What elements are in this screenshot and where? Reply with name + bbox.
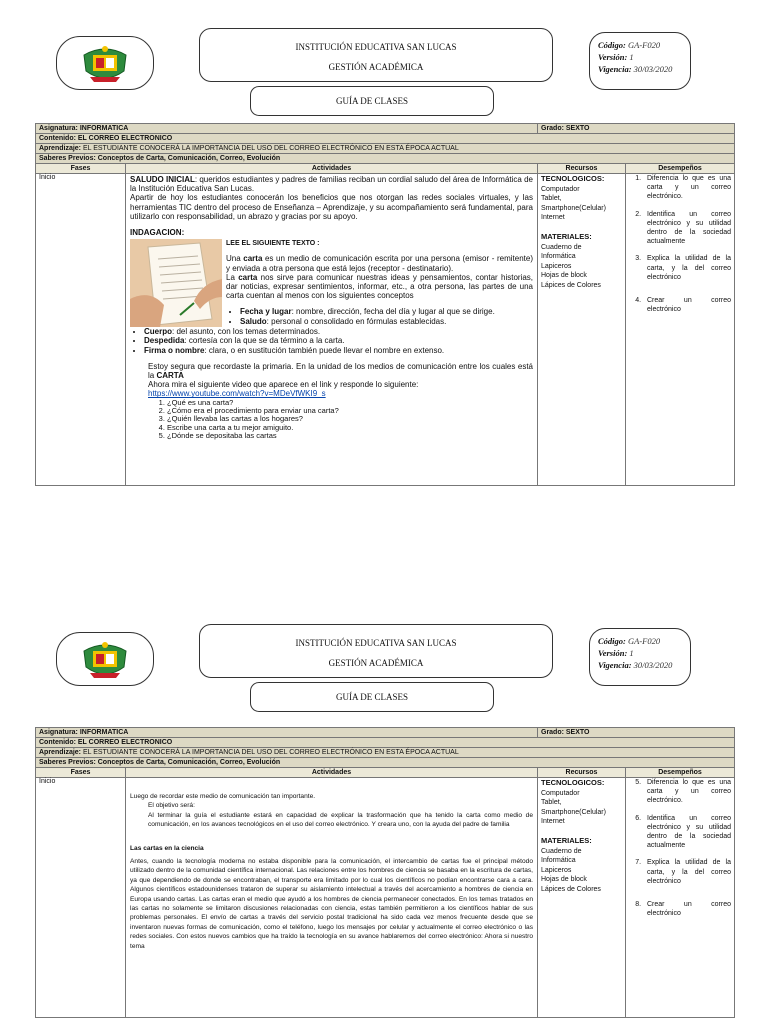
performance-item: 5. Diferencia lo que es una carta y un correo electrónico. [643,778,731,806]
version-label: Versión: [598,52,628,62]
science-title: Las cartas en la ciencia [130,844,204,852]
subject-cell: Asignatura: INFORMATICA [36,728,538,738]
code-value: GA-F020 [628,40,661,50]
phase-cell: Inicio [36,174,126,486]
indagacion-title: INDAGACION [130,228,182,238]
school-logo [56,632,154,686]
prior-knowledge-cell: Saberes Previos: Conceptos de Carta, Comunicación, Correo, Evolución [36,758,735,768]
science-text: Antes, cuando la tecnología moderna no estaba disponible para la comunicación, el intercambio de cartas fue el principal método utilizado dentro de la comunidad científica internacional. Las relaciones entre los hombres de ciencia se basaba en la escritura de cartas, ya que dependiendo de donde se encontraban, el transporte era limitado por lo cual los científicos no podían encontrarse cara a cara. Algunos científicos estadounidenses trataron de superar su aislamiento intelectual a través del acercamiento a hombres de ciencia en Europa usando cartas. Las cartas eran el medio que ayudó a los hombres de ciencia permanecer conectados. En los temas tratados en las cartas no solamente se limitaron discusiones relacionadas con ciencia, estas también permitieron a los científicos hablar de sus problemas personales. El envío de cartas a través del servicio postal tradicional ha sido cada vez menos frecuente desde que se inventaron nuevas formas de comunicación, como el teléfono, luego los mensajes por celular y actualmente el correo electrónico o las redes sociales. Con estos nuevos cambios que ha traído la tecnología en su avance hablaremos del correo electrónico: Ahora si nuestro tema [130,858,533,950]
class-guide-table [35,727,735,1018]
grade-cell: Grado: SEXTO [538,124,735,134]
letter-p1-b: carta [243,254,263,264]
activities-cell [126,778,538,1018]
objective-label: El objetivo será: [148,802,195,810]
document-code-box [589,32,691,90]
activities-content [130,792,533,951]
performance-item: 1. Diferencia lo que es una carta y un correo electrónico. [643,174,731,202]
recall-text: Luego de recordar este medio de comunicación tan importante. [130,793,316,800]
performance-item: 4. Crear un correo electrónico [643,296,731,314]
grade-cell: Grado: SEXTO [538,728,735,738]
performances-cell [626,778,735,1018]
learning-text: EL ESTUDIANTE CONOCERÁ LA IMPORTANCIA DEL USO DEL CORREO ELECTRÓNICO EN ESTA ÉPOCA ACTUAL [82,145,459,152]
letter-parts-list-a [226,307,533,325]
video-instructions: Ahora mira el siguiente video que aparece en el link y responde lo siguiente: [148,380,419,390]
validity-value: 30/03/2020 [633,64,673,74]
resources-cell: TECNOLOGICOS: Computador Tablet, Smartphone(Celular) Internet MATERIALES: Cuaderno de Informática Lapiceros Hojas de block Lápices de Colores [538,174,626,486]
question-item: 3. ¿Quién llevaba las cartas a los hogares? [167,415,533,423]
question-item: 4. Escribe una carta a tu mejor amiguito. [167,424,533,432]
class-guide-table [35,123,735,486]
subject-cell: Asignatura: INFORMATICA [36,124,538,134]
materials-title: MATERIALES: [541,232,592,241]
greeting-title: SALUDO INICIAL [130,175,195,184]
guide-title: GUÍA DE CLASES [250,682,494,712]
performance-item: 6. Identifica un correo electrónico y su utilidad dentro de la sociedad actualmente [643,814,731,851]
letter-p1-a: Una [226,254,244,264]
col-performances: Desempeños [626,768,735,778]
performances-cell [626,174,735,486]
validity-label: Vigencia: [598,64,632,74]
col-phases: Fases [36,164,126,174]
performance-item: 7. Explica la utilidad de la carta, y la del correo electrónico [643,858,731,886]
letter-p1-c: es un medio de comunicación escrita por una persona (emisor - remitente) y enviada a otra persona que está lejos (receptor - destinatario). [226,254,533,273]
writing-letter-illustration [130,239,222,327]
learning-label: Aprendizaje: [39,145,82,152]
greeting-text: : queridos estudiantes y padres de familias reciban un cordial saludo del área de Informática de la Institución Educativa San Lucas. [130,175,533,194]
school-crest-icon [80,41,130,85]
institution-name: INSTITUCIÓN EDUCATIVA SAN LUCAS [295,638,457,648]
letter-parts-list-b [130,327,533,355]
col-activities: Actividades [126,768,538,778]
performance-item: 8. Crear un correo electrónico [643,900,731,918]
performances-list [629,778,731,918]
version-value: 1 [629,52,634,62]
letter-part-item: • Cuerpo: del asunto, con los temas determinados. [144,327,533,336]
activities-cell [126,174,538,486]
institution-header [199,28,553,82]
video-link[interactable]: https://www.youtube.com/watch?v=MDeVfWKI9_s [148,389,326,399]
learning-cell: Aprendizaje: EL ESTUDIANTE CONOCERÁ LA IMPORTANCIA DEL USO DEL CORREO ELECTRÓNICO EN ESTA ÉPOCA ACTUAL [36,748,735,758]
intro-text: Apartir de hoy los estudiantes conocerán los beneficios que nos otorgan las redes sociales virtuales, y las herramientas TIC dentro del proceso de Enseñanza – Aprendizaje, y su acompañamiento será fundamental, para utilizarlo con responsabilidad, un abrazo y gracias por su apoyo. [130,193,533,221]
col-activities: Actividades [126,164,538,174]
col-resources: Recursos [538,164,626,174]
content-cell: Contenido: EL CORREO ELECTRONICO [36,134,735,144]
institution-name: INSTITUCIÓN EDUCATIVA SAN LUCAS [295,42,457,52]
phase-cell: Inicio [36,778,126,1018]
content-cell: Contenido: EL CORREO ELECTRONICO [36,738,735,748]
activities-content: SALUDO INICIAL: queridos estudiantes y padres de familias reciban un cordial saludo del área de Informática de la Institución Educativa San Lucas. Apartir de hoy los estudiantes conocerán los beneficios que nos otorgan las redes sociales virtuales, y las herramientas TIC dentro del proceso de Enseñanza – Aprendizaje, y su acompañamiento será fundamental, para utilizarlo con responsabilidad, un abrazo y gracias por su apoyo. INDAGACION: LEE EL SIGUIENTE TEXTO : Una carta es un medio de comunicación escrita por una persona (emisor - remitente) y enviada a otra persona que está lejos (receptor - destinatario). La carta nos sirve para comunicar nuestras ideas y pensamientos, contar historias, dar noticias, expresar sentimientos, informar, etc., a otra persona, las partes de una carta cuentan al menos con los siguientes conceptos • Fecha y lugar: nombre, dirección, fecha del día y lugar al que se dirige. • Saludo: personal o consolidado en fórmulas establecidas. • Cuerpo: del asunto, con los temas determinados. • Despedida: cortesía con la que se da término a la carta. • Firma o nombre: clara, o en sustitución también puede llevar el nombre en extenso. Estoy segura que recordaste la primaria. En la unidad de los medios de comunicación entre los cuales está la CARTA Ahora mira el siguiente video que aparece en el link y responde lo siguiente: https://www.youtube.com/watch?v=MDeVfWKI9_s 1. ¿Qué es una carta? 2. ¿Cómo era el procedimiento para enviar una carta? 3. ¿Quién llevaba las cartas a los hogares? 4. Escribe una carta a tu mejor amiguito. 5. ¿Dónde se depositaba las cartas [130,175,533,441]
letter-p2-c: nos sirve para comunicar nuestras ideas y pensamientos, contar historias, dar noticias, expresar sentimientos, informar, etc., a otra persona, las partes de una carta cuentan al menos con los siguientes conceptos [226,272,534,301]
guide-title: GUÍA DE CLASES [250,86,494,116]
resources-cell: TECNOLOGICOS: Computador Tablet, Smartphone(Celular) Internet MATERIALES: Cuaderno de Informática Lapiceros Hojas de block Lápices de Colores [538,778,626,1018]
question-item: 2. ¿Cómo era el procedimiento para enviar una carta? [167,407,533,415]
performances-list [629,174,731,314]
school-logo [56,36,154,90]
questions-list [130,399,533,441]
prior-knowledge-cell: Saberes Previos: Conceptos de Carta, Comunicación, Correo, Evolución [36,154,735,164]
document-code-box: Código: GA-F020 Versión: 1 Vigencia: 30/03/2020 [589,628,691,686]
reading-block [130,239,533,327]
letter-p2-a: La [226,272,239,282]
remember-text: Estoy segura que recordaste la primaria. En la unidad de los medios de comunicación entre los cuales está la [148,361,533,381]
col-performances: Desempeños [626,164,735,174]
letter-part-item: • Fecha y lugar: nombre, dirección, fecha del día y lugar al que se dirige. [240,307,533,316]
letter-part-item: • Firma o nombre: clara, o en sustitución también puede llevar el nombre en extenso. [144,346,533,355]
remember-bold: CARTA [156,371,184,381]
question-item: 1. ¿Qué es una carta? [167,399,533,407]
school-crest-icon [80,637,130,681]
objective-text: Al terminar la guía el estudiante estará en capacidad de explicar la trasformación que ha tenido la carta como medio de comunicación, en los avances tecnológicos en el uso del correo electrónico. Y creara uno, con la ayuda del padre de familia [148,811,533,829]
management-name: GESTIÓN ACADÉMICA [328,62,424,72]
code-label: Código: [598,40,626,50]
read-title: LEE EL SIGUIENTE TEXTO : [226,240,320,248]
performance-item: 3. Explica la utilidad de la carta, y la del correo electrónico [643,254,731,282]
letter-part-item: • Despedida: cortesía con la que se da término a la carta. [144,336,533,345]
guide-page-2 [0,596,768,1024]
col-resources: Recursos [538,768,626,778]
performance-item: 2. Identifica un correo electrónico y su utilidad dentro de la sociedad actualmente [643,210,731,247]
institution-header [199,624,553,678]
col-phases: Fases [36,768,126,778]
learning-cell [36,144,735,154]
question-item: 5. ¿Dónde se depositaba las cartas [167,432,533,440]
management-name: GESTIÓN ACADÉMICA [328,658,424,668]
letter-p2-b: carta [238,272,258,282]
tech-title: TECNOLOGICOS: [541,174,605,183]
letter-part-item: • Saludo: personal o consolidado en fórmulas establecidas. [240,317,533,326]
